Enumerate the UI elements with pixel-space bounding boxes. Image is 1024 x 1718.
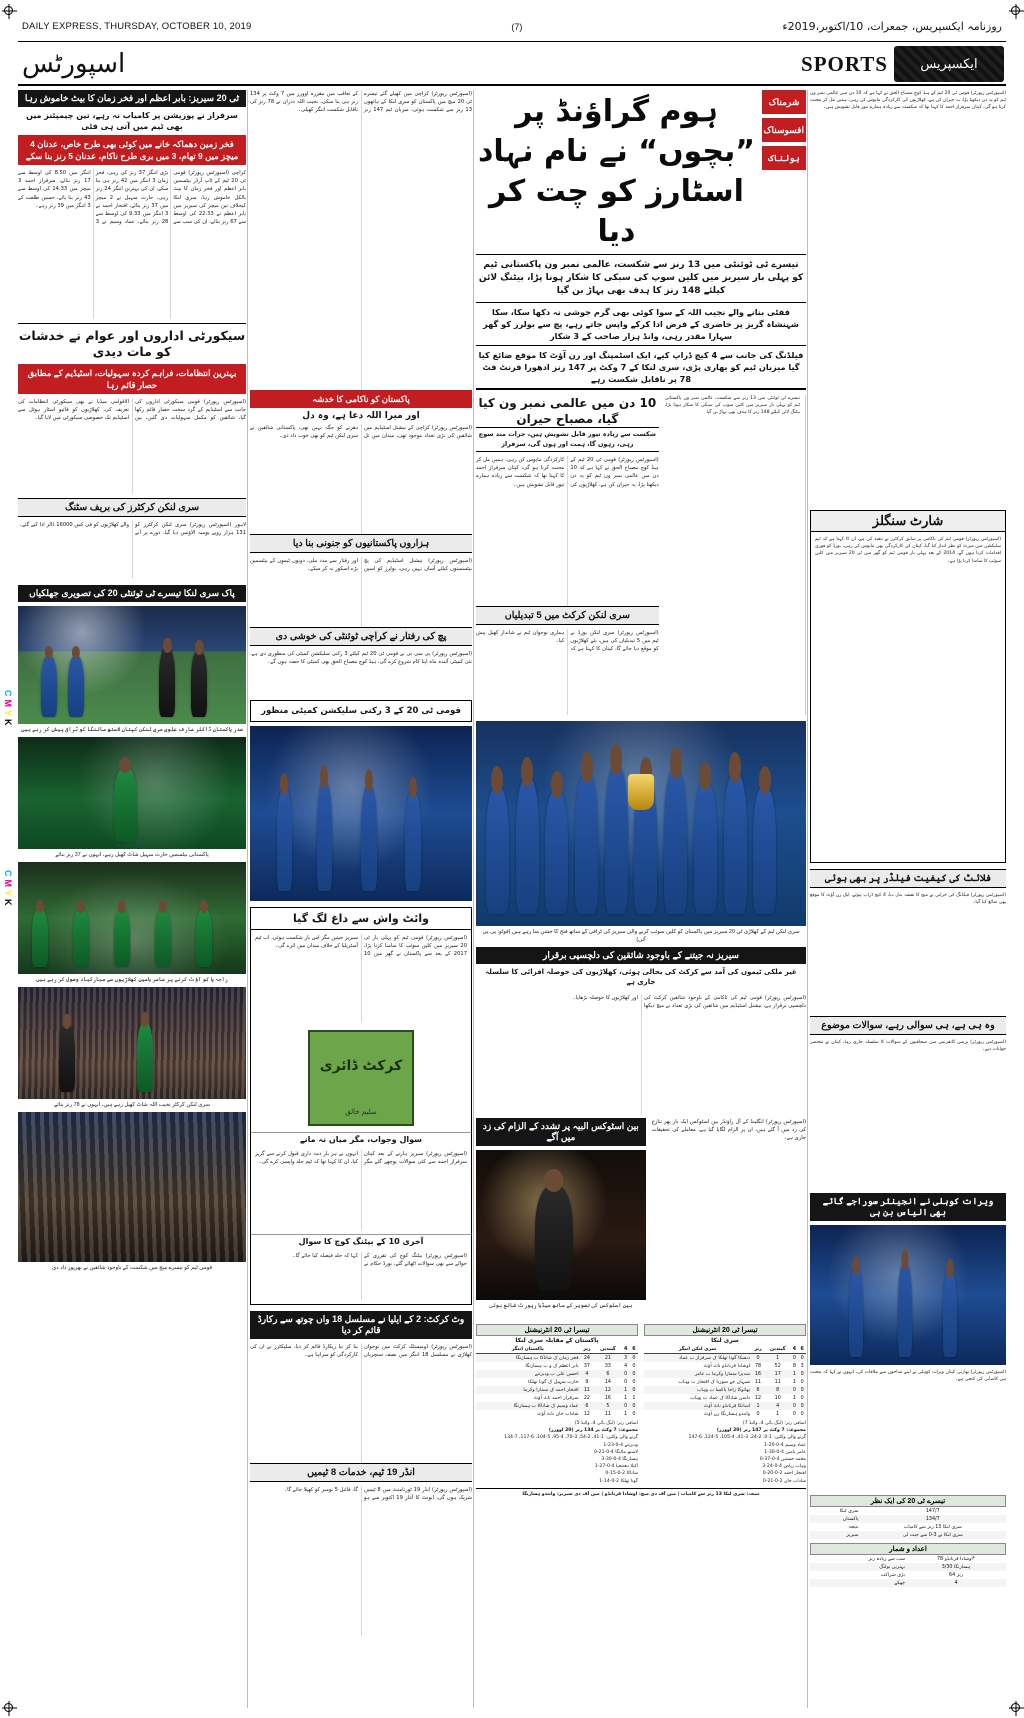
lead-kicker-1: شرمناک <box>762 90 806 114</box>
table-row: 0 0 14 9 حارث سہیل ک گونا تھلکا <box>528 1379 636 1385</box>
short-singles-box <box>810 510 1006 863</box>
col-runs: رنز <box>580 1345 595 1354</box>
scorecard-title-right: تیسرا ٹی 20 انٹرنیشنل <box>644 1324 806 1336</box>
fans-interest-headline: سیریز نہ جیتنے کے باوجود شائقین کی دلچسپی برقرار <box>476 947 806 964</box>
u19-body: (اسپورٹس رپورٹر) انڈر 19 ٹورنامنٹ میں 8 ٹیمیں شریک ہوں گی، ایونٹ کا آغاز 19 اکتوبر سے ہو گا، فائنل 5 نومبر کو کھیلا جائے گا۔ <box>284 1487 472 1502</box>
photo-gallery-title: پاک سری لنکا تیسرے ٹی ٹوئنٹی 20 کی تصویری جھلکیاں <box>18 585 246 602</box>
pk-bowl-2: لاستھ مالنگا 4-0-21-0 <box>594 1449 638 1455</box>
table-row: 0 0 5 6 عماد وسیم ک شاناکا ب ہسارنگا <box>476 1402 638 1410</box>
story3-headline: سری لنکن کرکٹرز کی بریف سٹنگ <box>18 498 246 517</box>
col2-t1-headline: اور میرا اللہ دعا ہے، وہ دل <box>302 411 420 421</box>
mini-table-2 <box>810 1555 1006 1587</box>
col4-h4: ویرات کوہلی نے انجینئر سوراجے گائے بھی الیاس بن ہی <box>810 1193 1006 1221</box>
col4-h2-body: (اسپورٹس رپورٹر) فیلڈنگ کی خرابی نے میچ کا نقشہ بدل دیا، 4 کیچ ڈراپ ہوئے، ایک رن آؤٹ کا موقع بھی ضائع کیا گیا۔ <box>810 893 1006 906</box>
diary-cover-graphic <box>308 1030 414 1126</box>
col-runs: رنز <box>751 1345 765 1354</box>
table-row: 0 0 8 6 بھانوکا راجا پاکسا ب وہاب <box>644 1386 806 1394</box>
column-right <box>810 90 1006 1587</box>
table-row: 147/7 سری لنکا <box>839 1508 940 1514</box>
fans-interest-subhead: غیر ملکی ٹیموں کی آمد سے کرکٹ کی بحالی ہوئی، کھلاڑیوں کی حوصلہ افزائی کا سلسلہ جاری ہے <box>485 968 797 986</box>
table-row: 0 1 10 12 داسن شاناکا ک عماد ب وہاب <box>690 1395 804 1401</box>
diary-body: (اسپورٹس رپورٹر) قومی ٹیم کو پہلی بار ٹی 20 سیریز میں کلین سوئپ کا سامنا کرنا پڑا، 2017 کے بعد سے پاکستان نے گھر میں 10 سیریز جیتیں مگر اس بار شکست ہوئی، اب ٹیم آسٹریلیا کے خلاف میدان میں اترے گی۔ <box>255 935 467 958</box>
table-row: 0 0 4 1 اسانکا فرنانڈو ناٹ آؤٹ <box>644 1402 806 1410</box>
table-row: 0 1 17 16 سدیرا سمارا وکرما ب عامر <box>644 1370 806 1378</box>
table-row: 0 1 11 11 شیہان جے سوریا ک افتخار ب وہاب <box>678 1379 804 1385</box>
table-row: 0 0 1 0 دنشکا گونا تھلکا ک سرفراز ب عماد <box>644 1354 806 1363</box>
stokes-photo-caption: بین اسٹوکس کی تصویر کے ساتھ میڈیا رپورٹ شائع ہوئی <box>489 1303 633 1309</box>
fans-interest-body: (اسپورٹس رپورٹر) قومی ٹیم کی ناکامی کے باوجود شائقین کرکٹ کی دلچسپی برقرار ہے، نیشنل اسٹیڈیم میں شائقین کی بڑی تعداد نے میچ دیکھا اور کھلاڑیوں کا حوصلہ بڑھایا۔ <box>572 995 806 1010</box>
photo-players-leaving <box>250 726 472 901</box>
sl-bowl-3: محمد حسنین 4-0-37-0 <box>759 1457 806 1463</box>
table-row: 0 0 1 0 وانندو ہسارنگا رن آؤٹ <box>703 1411 804 1417</box>
mid-body: (اسپورٹس رپورٹر) قومی ٹی 20 ٹیم کے ہیڈ کوچ مصباح الحق نے کہا ہے کہ 10 دن میں عالمی نمبر ون ٹیم کو یہ دن دیکھنا پڑا، یہ حیران کن ہے، کھلاڑیوں کی کارکردگی مایوس کن رہی، ہمیں مل کر محنت کرنا ہو گی، کپتان سرفراز احمد کا کہنا تھا کہ شکست سے زیادہ ہمارے تیور قابل تشویش ہیں۔ <box>476 457 659 488</box>
table-row: 0 0 6 4 احسن علی ب ودیرتنے <box>476 1370 638 1378</box>
col2-t4-body: (اسپورٹس رپورٹر) پی سی بی نے قومی ٹی 20 ٹیم کیلئے 3 رکنی سلیکشن کمیٹی کی منظوری دی ہے، نئی کمیٹی آئندہ ماہ اپنا کام شروع کرے گی، ہیڈ کوچ مصباح الحق بھی کمیٹی کا حصہ ہوں گے۔ <box>250 651 472 666</box>
mini-table-1 <box>810 1507 1006 1539</box>
diary-sub2-body: (اسپورٹس رپورٹر) بیٹنگ کوچ کی تقرری کے حوالے سے بھی سوالات اٹھائے گئے، بورڈ حکام نے کہا کہ جلد فیصلہ کیا جائے گا۔ <box>292 1253 467 1268</box>
scorecard-pakistan <box>476 1324 638 1485</box>
photo-fans <box>18 1112 246 1262</box>
sl-change-body: (اسپورٹس رپورٹر) سری لنکن بورڈ نے ٹیم میں 5 تبدیلیاں کی ہیں، نئے کھلاڑیوں کو موقع دیا جائے گا، کپتان کا کہنا ہے کہ ہماری نوجوان ٹیم نے شاندار کھیل پیش کیا۔ <box>476 630 659 653</box>
col2-t4-box <box>250 700 472 722</box>
page-sheet <box>18 12 1006 1708</box>
cmyk-mark-top: CMYK <box>3 690 13 729</box>
pakistan-innings-table <box>476 1345 638 1418</box>
table-row: 1 1 16 22 سرفراز احمد ناٹ آؤٹ <box>533 1395 636 1401</box>
sl-total: مجموعہ: 7 وکٹ پر 147 رنز (20 اوورز) <box>716 1428 806 1434</box>
srilanka-innings-table <box>644 1345 806 1418</box>
col-batsman: پاکستان اننگز <box>476 1345 580 1354</box>
photo-caption-5: قومی ٹیم کو تیسرے میچ میں شکست کے باوجود شائقین نے بھرپور داد دی <box>51 1265 213 1271</box>
lead-body-text: تیسرے ٹی ٹوئنٹی میں 13 رنز سے شکست، عالمی نمبر ون پاکستانی ٹیم کو پہلی بار سیریز میں کلین سوپ کی سبکی کا شکار ہونا پڑا، بیٹنگ لائن کیلئے 148 رنز کا ہدف بھی پہاڑ بن گیا <box>664 396 800 416</box>
story3-body: لاہور (اسپورٹس رپورٹر) سری لنکن کرکٹرز کو 131 ہزار روپے یومیہ الاؤنس دیا گیا، دورے پر آنے والے کھلاڑیوں کو فی کس 16000 ڈالر ادا کیے گئے۔ <box>19 522 246 537</box>
col4-top-filler: (اسپورٹس رپورٹر) قومی ٹی 20 ٹیم کے ہیڈ کوچ مصباح الحق نے کہا ہے کہ 10 دن میں عالمی نمبر ون ٹیم کو یہ دن دیکھنا پڑا، یہ حیران کن ہے، کھلاڑیوں کی کارکردگی مایوس کن رہی، ہمیں مل کر محنت کرنا ہو گی، کپتان سرفراز احمد کا کہنا تھا کہ شکست سے زیادہ ہمارے تیور قابل تشویش ہیں۔ <box>810 91 1006 111</box>
table-row: ہسارنگا 3/30 بہترین بولنگ <box>810 1563 1006 1571</box>
lead-headline: ہوم گراؤنڈ پر ”بچوں“ نے نام نہاد اسٹارز کو چت کر دیا <box>478 94 755 249</box>
registration-mark-bl <box>4 1703 13 1712</box>
cmyk-mark-bottom: CMYK <box>3 870 13 909</box>
sl-bowl-4: وہاب ریاض 4-0-24-3 <box>762 1464 806 1470</box>
pk-bowl-5: شاناکا 2-0-15-0 <box>605 1471 638 1477</box>
sl-bowl-5: افتخار احمد 2-0-20-0 <box>762 1471 806 1477</box>
col2-t2-headline: ہزاروں پاکستانیوں کو جنونی بنا دیا <box>250 534 472 553</box>
lead-kicker-3: ہولناک <box>762 146 806 170</box>
table-row: 0 1 12 11 افتخار احمد ک سمارا وکرما <box>476 1386 638 1394</box>
photo-celebration <box>18 862 246 974</box>
col-fours: 4 <box>791 1345 799 1354</box>
cricket-diary-box <box>250 907 472 1305</box>
diary-sub2-head: آخری 10 کے بیٹنگ کوچ کا سوال <box>251 1234 471 1248</box>
col2-t3-headline: پچ کی رفتار نے کراچی ٹوئنٹی کی خوشی دی <box>250 627 472 646</box>
col-sixes: 6 <box>798 1345 806 1354</box>
diary-head: وائٹ واش سے داغ لگ گیا <box>251 908 471 930</box>
diary-sub1-head: سوال وجواب، مگر میاں نہ مانے <box>251 1132 471 1146</box>
pk-bowl-3: ہسارنگا 4-0-30-3 <box>601 1457 638 1463</box>
photo-caption-2: پاکستانی بیٹسمین حارث سہیل شاٹ کھیل رہے، انہوں نے 37 رنز بنائے <box>55 852 209 858</box>
stokes-headline: بین اسٹوکس البیہ پر تشدد کے الزام کی زد میں آگے <box>476 1118 646 1146</box>
table-row: 0 1 11 12 شاداب خان ناٹ آؤٹ <box>537 1411 636 1417</box>
masthead <box>18 12 1006 42</box>
lead-sub-2: ففٹی بنانے والے نجیب اللہ کے سوا کوئی بھی گرم جوشی نہ دکھا سکا، سکا شہنشاہ گریز پر حاضری کے فرض ادا کرکے واپس جاتے رہے، پچ سے بولرز کو گھر سہارا مقدر رہی، وانڈ ہزار صاحب کے 3 شکار <box>476 303 806 346</box>
scorecard-sub-right: سری لنکا <box>711 1337 739 1344</box>
sl-bowl-6: شاداب خان 2-0-21-0 <box>762 1478 806 1484</box>
registration-mark-br <box>1011 1703 1020 1712</box>
col4-h2: فلائٹ کی کیفیت فیلڈر پر بھی ہوئی <box>810 869 1006 888</box>
table-row: اوشادا فرنانڈو 78* سب سے زیادہ رنز <box>868 1556 976 1562</box>
table-row: 0 3 21 24 فخر زمان ک شاناکا ب ہسارنگا <box>476 1354 638 1363</box>
column-lead <box>476 90 806 1498</box>
content-area <box>18 90 1006 1708</box>
table-row: 3 8 52 78 اوشادا فرنانڈو ناٹ آؤٹ <box>703 1363 804 1369</box>
registration-mark-tl <box>4 6 13 15</box>
photo-ben-stokes <box>476 1150 646 1300</box>
story2-body: (اسپورٹس رپورٹر) قومی سیکورٹی اداروں کی جانب سے اسٹیڈیم کے گرد سخت حصار قائم رکھا گیا، شائقین کو مکمل سہولیات دی گئیں، بین الاقوامی میڈیا نے بھی سیکورٹی انتظامات کی تعریف کی، کھلاڑیوں کو فائیو اسٹار ہوٹل سے اسٹیڈیم تک خصوصی سیکورٹی میں لایا گیا۔ <box>18 399 246 422</box>
table-row: 4 چھکے <box>810 1579 1006 1587</box>
scorecards <box>476 1324 806 1485</box>
lead-sub-1: تیسرے ٹی ٹوئنٹی میں 13 رنز سے شکست، عالمی نمبر ون پاکستانی ٹیم کو پہلی بار سیریز میں کلین سوپ کی سبکی کا شکار ہونا پڑا، بیٹنگ لائن کیلئے 148 رنز کا ہدف بھی پہاڑ بن گیا <box>476 254 806 303</box>
pk-bowl-1: ودیرتنے 4-0-23-1 <box>603 1442 638 1448</box>
lead-sub-3: فیلڈنگ کی جانب سے 4 کیچ ڈراپ کیے، ایک اسٹمپنگ اور رن آؤٹ کا موقع ضائع کیا گیا میزبان ٹیم کو بھاری پڑی، سری لنکا کے 7 وکٹ پر 147 رنز ادھورا فرنٹ فٹ 78 پر ناقابل شکست رہے <box>476 346 806 390</box>
sl-bowl-1: عماد وسیم 4-0-20-1 <box>764 1442 806 1448</box>
scorecard-srilanka <box>644 1324 806 1485</box>
photo-shot <box>18 987 246 1099</box>
pk-fow: گرنے والی وکٹیں: 1-41، 2-54، 3-70، 4-95، 5-104، 6-117، 7-134 <box>504 1435 638 1441</box>
masthead-date-ur: روزنامہ ایکسپریس، جمعرات، 10/اکتوبر،2019ء <box>782 20 1002 33</box>
story2-headline: سیکورٹی اداروں اور عوام نے خدشات کو مات دیدی <box>18 328 246 359</box>
trophy-graphic <box>628 774 654 810</box>
col-sixes: 6 <box>630 1345 638 1354</box>
col2-t1-red: پاکستان کو ناکامی کا خدشہ <box>250 390 472 408</box>
pk-bowl-4: اکیلا دھننجیا 4-0-27-1 <box>594 1464 638 1470</box>
col4-h3-body: (اسپورٹس رپورٹر) پریس کانفرنس میں صحافیوں کے سوالات کا سلسلہ جاری رہا، کپتان نے مختصر جوابات دیے۔ <box>810 1040 1006 1053</box>
scorecard-title-left: تیسرا ٹی 20 انٹرنیشنل <box>476 1324 638 1336</box>
story1-body: کراچی (اسپورٹس رپورٹر) قومی ٹی 20 ٹیم کے ٹاپ آرڈر بیٹسمین بابر اعظم اور فخر زمان کا بیٹ بالکل خاموش رہا، سری لنکا کیخلاف تین میچز کی سیریز میں بابر اعظم نے 22.33 کی اوسط سے 67 رنز بنائے، ان کی سب سے بڑی اننگز 37 رنز کی رہی، فخر زمان 3 اننگز میں 42 رنز ہی بنا سکے، ان کی بہترین اننگز 24 رنز رہی، حارث سہیل نے 2 میچز میں 37 رنز بنائے، افتخار احمد نے 3 اننگز میں 9.33 کی اوسط سے 28 رنز بنائے، عماد وسیم نے 3 اننگز میں 8.50 کی اوسط سے 17 رنز بنائے، سرفراز احمد 3 میچز میں 14.33 کی اوسط سے 43 رنز بنا پائے، حسین طلعت کے 3 اننگز میں 39 رنز رہے۔ <box>18 170 246 226</box>
sl-extras: اضافی رنز: (لیگ بائی 4، وائیڈ 7) <box>742 1421 806 1426</box>
pk-bowl-6: گونا تھلکا 2-0-14-1 <box>599 1478 638 1484</box>
u19-headline: انڈر 19 ٹیم، خدمات 8 ٹیمیں <box>250 1463 472 1482</box>
photo-trophy-presentation <box>18 606 246 724</box>
story1-strip: فخر زمین دھماکہ خانے میں کوئی بھی طرح خاص، عدنان 4 میچز میں 9 تھام، 3 میں بری طرح ناکام، عدنان 5 رنز بنا سکے <box>18 135 246 165</box>
mini-table-1-title: تیسرے ٹی 20 کی ایک نظر <box>810 1495 1006 1507</box>
stokes-body: (اسپورٹس رپورٹر) انگلینڈ کے آل راؤنڈر بین اسٹوکس ایک بار پھر تنازع کی زد میں آ گئے ہیں، ان پر الزام لگایا گیا ہے، معاملے کی تحقیقات جاری ہے۔ <box>651 1119 806 1142</box>
diary-title: کرکٹ ڈائری <box>319 1058 403 1074</box>
column-left <box>18 90 246 1275</box>
pk-total: مجموعہ: 7 وکٹ پر 134 رنز (20 اوورز) <box>548 1428 638 1434</box>
col2-t2-body: (اسپورٹس رپورٹر) کراچی کے نیشنل اسٹیڈیم میں شائقین کی بڑی تعداد موجود تھی، میدان میں تل دھرنے کو جگہ نہیں تھی، پاکستانی شائقین نے سری لنکن ٹیم کو بھی خوب داد دی۔ <box>250 425 472 440</box>
section-title-en: SPORTS <box>801 51 888 76</box>
diary-author: سلیم خالق <box>345 1108 377 1116</box>
table-row: 64 رنز بڑی شراکت <box>880 1572 963 1578</box>
mini-table-2-title: اعداد و شمار <box>810 1543 1006 1555</box>
registration-mark-tr <box>1011 6 1020 15</box>
photo-caption-1: صدر پاکستان ڈاکٹر عارف علوی سری لنکن کپتان لاستھ مالنگا کو ٹرافی پیش کر رہے ہیں <box>21 727 243 733</box>
mid-headline: 10 دن میں عالمی نمبر ون کیا گیا، مصباح حیران <box>478 396 657 426</box>
mid-subhead: شکست سے زیادہ تیور قابل تشویش ہیں، جرات مند سوچ رہی، رہوں گا، ہمت اور ہوں گی، سرفراز <box>476 427 659 452</box>
diary-sub1-body: (اسپورٹس رپورٹر) سیریز ہارنے کے بعد کپتان سرفراز احمد سے کئی سوالات پوچھے گئے مگر انہوں نے ہر بار ذمہ داری قبول کرنے سے گریز کیا، ان کا کہنا تھا کہ ٹیم جلد واپسی کرے گی۔ <box>255 1151 467 1166</box>
scorecard-sub-left: پاکستان کے مقابلہ سری لنکا <box>515 1337 599 1344</box>
col2-t4-headline: قومی ٹی 20 کے 3 رکنی سلیکشن کمیٹی منظور <box>261 706 461 716</box>
col4-h4-body: (اسپورٹس رپورٹر) بھارتی کپتان ویرات کوہلی نے اپنے مداحوں سے ملاقات کی، انہوں نے کہا کہ محنت ہی کامیابی کی کنجی ہے۔ <box>810 1370 1006 1383</box>
section-band <box>18 42 1006 86</box>
col2-bottom-headline: وٹ کرکٹ: 2 کے ایلیا نے مسلسل 18 واں چوتھ سے رکارڈ قائم کر دیا <box>250 1311 472 1339</box>
photo-caption-3: راجہ پا کو آؤٹ کرنے پر عامر یامین کھلاڑیوں سے مبارکباد وصول کر رہے ہیں <box>36 977 228 983</box>
table-row: سری لنکا 13 رنز سے کامیاب نتیجہ <box>848 1524 962 1530</box>
story2-subhead: بہترین انتظامات، فراہم کردہ سہولیات، اسٹیڈیم کے مطابق حصار قائم رہا <box>18 364 246 394</box>
story1-headline: ٹی 20 سیریز: بابر اعظم اور فخر زمان کا بیٹ خاموش رہا <box>18 90 246 107</box>
col2-bottom-body: (اسپورٹس رپورٹر) ڈومیسٹک کرکٹ میں نوجوان کھلاڑی نے مسلسل 18 اننگز میں نصف سنچریاں بنا کر نیا ریکارڈ قائم کر دیا، سلیکٹرز نے ان کی کارکردگی کو سراہا ہے۔ <box>250 1344 472 1359</box>
sl-bowl-2: عامر یامین 4-0-30-1 <box>764 1449 806 1455</box>
col2-intro-text: (اسپورٹس رپورٹر) کراچی میں کھیلے گئے تیسرے ٹی 20 میچ میں پاکستان کو سری لنکا کے ہاتھوں 13 رنز سے شکست ہوئی، میزبان ٹیم 147 رنز کے تعاقب میں مقررہ اوورز میں 7 وکٹ پر 134 رنز ہی بنا سکی، نجیب اللہ ذدران نے 78 رنز کی ناقابل شکست اننگز کھیلی۔ <box>250 91 472 114</box>
match-result: نتیجہ: سری لنکا 13 رنز سے کامیاب | مین آف دی میچ: اوشادا فرنانڈو | مین آف دی سیریز: وانندو ہسارنگا <box>476 1488 806 1498</box>
col-batsman: سری لنکن اننگز <box>644 1345 751 1354</box>
pk-extras: اضافی رنز: (لیگ بائی 4، وائیڈ 5) <box>574 1421 638 1426</box>
photo-sri-lanka-team-trophy <box>476 721 806 926</box>
main-photo-caption: سری لنکن ٹیم کے کھلاڑی ٹی 20 سیریز میں پاکستان کو کلین سوئپ کرنے والی سیریز کی ٹرافی کے ساتھ فتح کا جشن منا رہے ہیں (فوٹو: پی پی آئی) <box>482 929 800 943</box>
col-fours: 4 <box>622 1345 630 1354</box>
table-row: 134/7 پاکستان <box>810 1515 1006 1523</box>
newspaper-logo: ایکسپریس <box>894 46 1004 82</box>
column-second <box>250 90 472 1636</box>
photo-batsman <box>18 737 246 849</box>
sl-fow: گرنے والی وکٹیں: 1-0، 2-24، 3-41، 4-105، 5-124، 6-147 <box>688 1435 806 1441</box>
table-row: 0 4 33 37 بابر اعظم ک و ب ہسارنگا <box>525 1363 636 1369</box>
short-singles-body: (اسپورٹس رپورٹر) قومی ٹیم کی ناکامی پر سابق کرکٹرز نے تنقید کی ہے، ان کا کہنا ہے کہ ٹیم سلیکشن میں میرٹ کو نظر انداز کیا گیا، کپتان کی کارکردگی بھی مایوس کن رہی، بورڈ کو فوری اقدامات کرنا ہوں گے، 2014 کے بعد پہلی بار قومی ٹیم کو گھر میں ٹی 20 سیریز میں کلین سوئپ کا سامنا کرنا پڑا ہے۔ <box>815 537 1001 564</box>
section-title-ur: اسپورٹس <box>22 49 126 79</box>
sl-change-headline: سری لنکن کرکٹ میں 5 تبدیلیاں <box>476 606 659 625</box>
table-row: سری لنکا نے 3-0 سے جیت لی سیریز <box>810 1531 1006 1539</box>
masthead-date-en: DAILY EXPRESS, THURSDAY, OCTOBER 10, 2019 <box>22 21 252 32</box>
col-balls: گیندیں <box>594 1345 621 1354</box>
col-balls: گیندیں <box>765 1345 791 1354</box>
short-singles-title: شارٹ سنگلز <box>811 511 1005 532</box>
col2-t3-body: (اسپورٹس رپورٹر) نیشنل اسٹیڈیم کی پچ بیٹسمینوں کیلئے آسان نہیں رہی، بولرز کو اسپن اور رفتار سے مدد ملی، دونوں ٹیموں کے بیٹسمین بڑے اسکور نہ کر سکے۔ <box>250 558 472 573</box>
lead-kicker-2: افسوسناک <box>762 118 806 142</box>
story1-subhead: سرفراز نے پوزیشن پر کامیاب نہ رہے، تین چیمپئنز میں بھی ٹیم میں آتی ہی فٹی <box>26 111 238 131</box>
photo-kohli-fans <box>810 1225 1006 1365</box>
page-number: (7) <box>511 21 523 32</box>
col4-h3: وہ ہی ہے، ہی سوالی رہے، سوالات موضوع <box>810 1016 1006 1035</box>
photo-caption-4: سری لنکن کرکٹر نجیب اللہ شاٹ کھیل رہے ہیں، انہوں نے 78 رنز بنائے <box>54 1102 210 1108</box>
